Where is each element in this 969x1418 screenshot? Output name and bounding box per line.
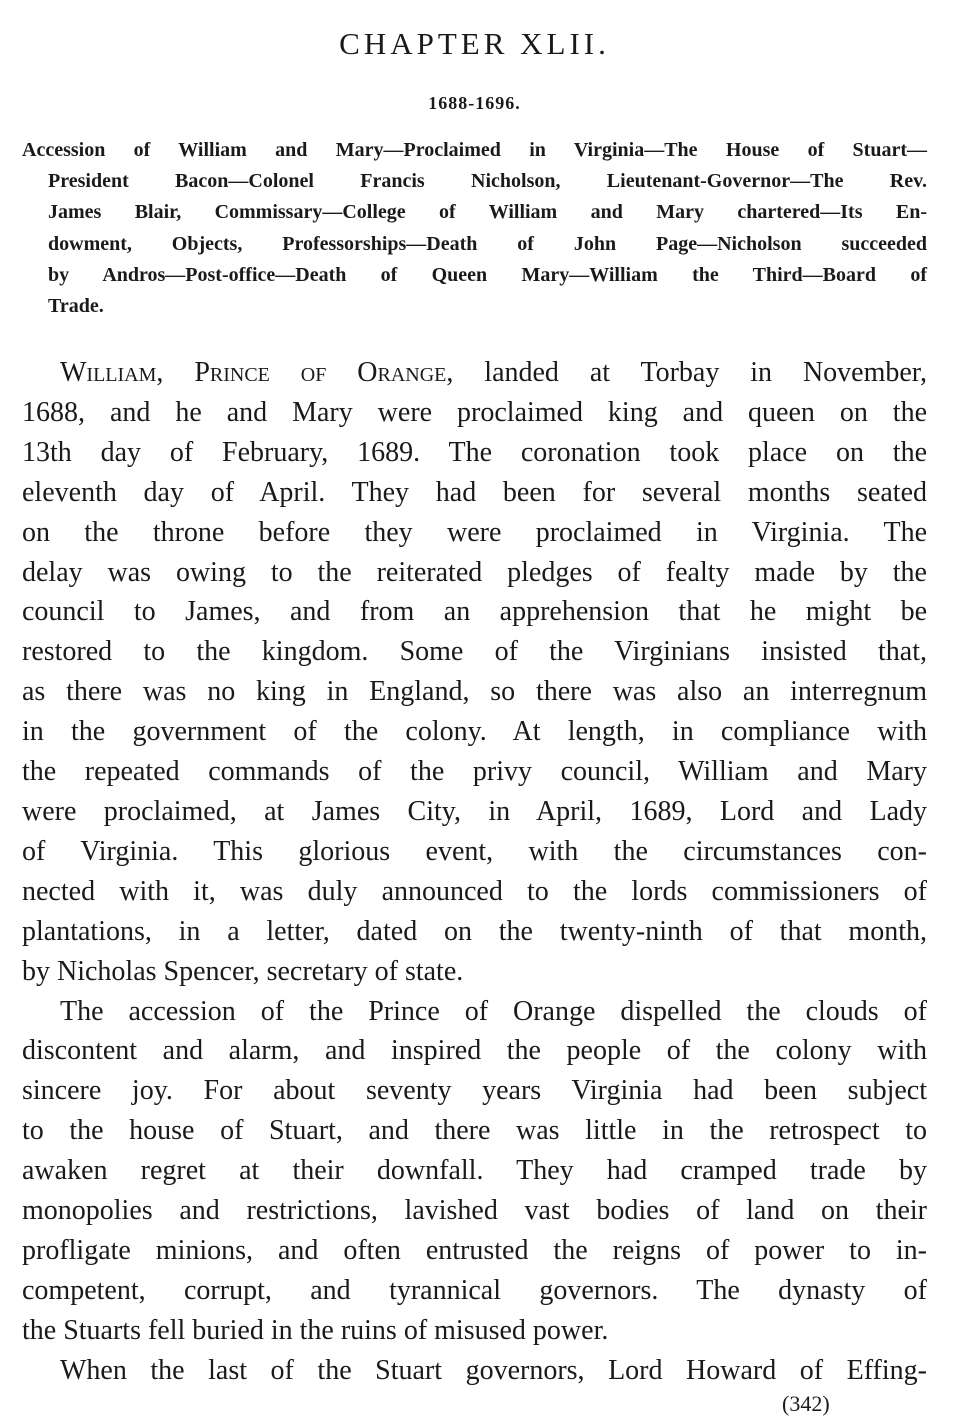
page-number: (342) [782, 1391, 830, 1416]
summary-line: Trade. [48, 295, 104, 318]
body-line: sincere joy. For about seventy years Virginia had been subject [22, 1075, 927, 1107]
body-line: restored to the kingdom. Some of the Virginians insisted that, [22, 636, 927, 668]
body-line: The accession of the Prince of Orange dispelled the clouds of [60, 995, 927, 1027]
book-page [22, 0, 928, 1416]
summary-line: dowment, Objects, Professorships—Death of John Page—Nicholson succeeded [48, 232, 927, 255]
opening-smallcaps: William, Prince of Orange, [60, 357, 454, 388]
body-line: in the government of the colony. At length, in compliance with [22, 716, 927, 748]
summary-line: by Andros—Post-office—Death of Queen Mary—William the Third—Board of [48, 263, 927, 286]
body-line: awaken regret at their downfall. They had cramped trade by [22, 1155, 927, 1187]
chapter-body [22, 353, 927, 1391]
body-line: 13th day of February, 1689. The coronation took place on the [22, 436, 927, 468]
body-line: as there was no king in England, so there was also an interregnum [22, 676, 927, 708]
body-line: competent, corrupt, and tyrannical governors. The dynasty of [22, 1274, 927, 1306]
summary-line: President Bacon—Colonel Francis Nicholson, Lieutenant-Governor—The Rev. [48, 170, 927, 193]
body-line: to the house of Stuart, and there was little in the retrospect to [22, 1115, 927, 1147]
body-line: of Virginia. This glorious event, with the circumstances con- [22, 835, 927, 867]
summary-line: Accession of William and Mary—Proclaimed in Virginia—The House of Stuart— [22, 139, 927, 161]
opening-line-rest: landed at Torbay in November, [453, 357, 928, 388]
chapter-summary [22, 135, 927, 322]
body-line: plantations, in a letter, dated on the twenty-ninth of that month, [22, 915, 927, 947]
body-line: by Nicholas Spencer, secretary of state. [22, 955, 464, 987]
chapter-title: CHAPTER XLII. [339, 26, 610, 61]
body-line: nected with it, was duly announced to the lords commissioners of [22, 875, 927, 907]
paragraph-1-opening-line [22, 353, 927, 393]
body-line: the repeated commands of the privy council, William and Mary [22, 756, 927, 788]
body-line: council to James, and from an apprehension that he might be [22, 596, 927, 628]
body-line: on the throne before they were proclaimed in Virginia. The [22, 516, 927, 548]
body-line: When the last of the Stuart governors, Lord Howard of Effing- [60, 1354, 927, 1386]
body-line: delay was owing to the reiterated pledges of fealty made by the [22, 556, 927, 588]
body-line: monopolies and restrictions, lavished vast bodies of land on their [22, 1195, 927, 1227]
body-line: profligate minions, and often entrusted the reigns of power to in- [22, 1234, 927, 1266]
body-line: eleventh day of April. They had been for several months seated [22, 476, 927, 508]
body-line: 1688, and he and Mary were proclaimed king and queen on the [22, 396, 927, 428]
summary-line: James Blair, Commissary—College of William and Mary chartered—Its En- [48, 201, 927, 224]
body-line: the Stuarts fell buried in the ruins of misused power. [22, 1314, 609, 1346]
body-line: were proclaimed, at James City, in April, 1689, Lord and Lady [22, 795, 927, 827]
body-line: discontent and alarm, and inspired the people of the colony with [22, 1035, 927, 1067]
chapter-dates: 1688-1696. [428, 93, 521, 113]
